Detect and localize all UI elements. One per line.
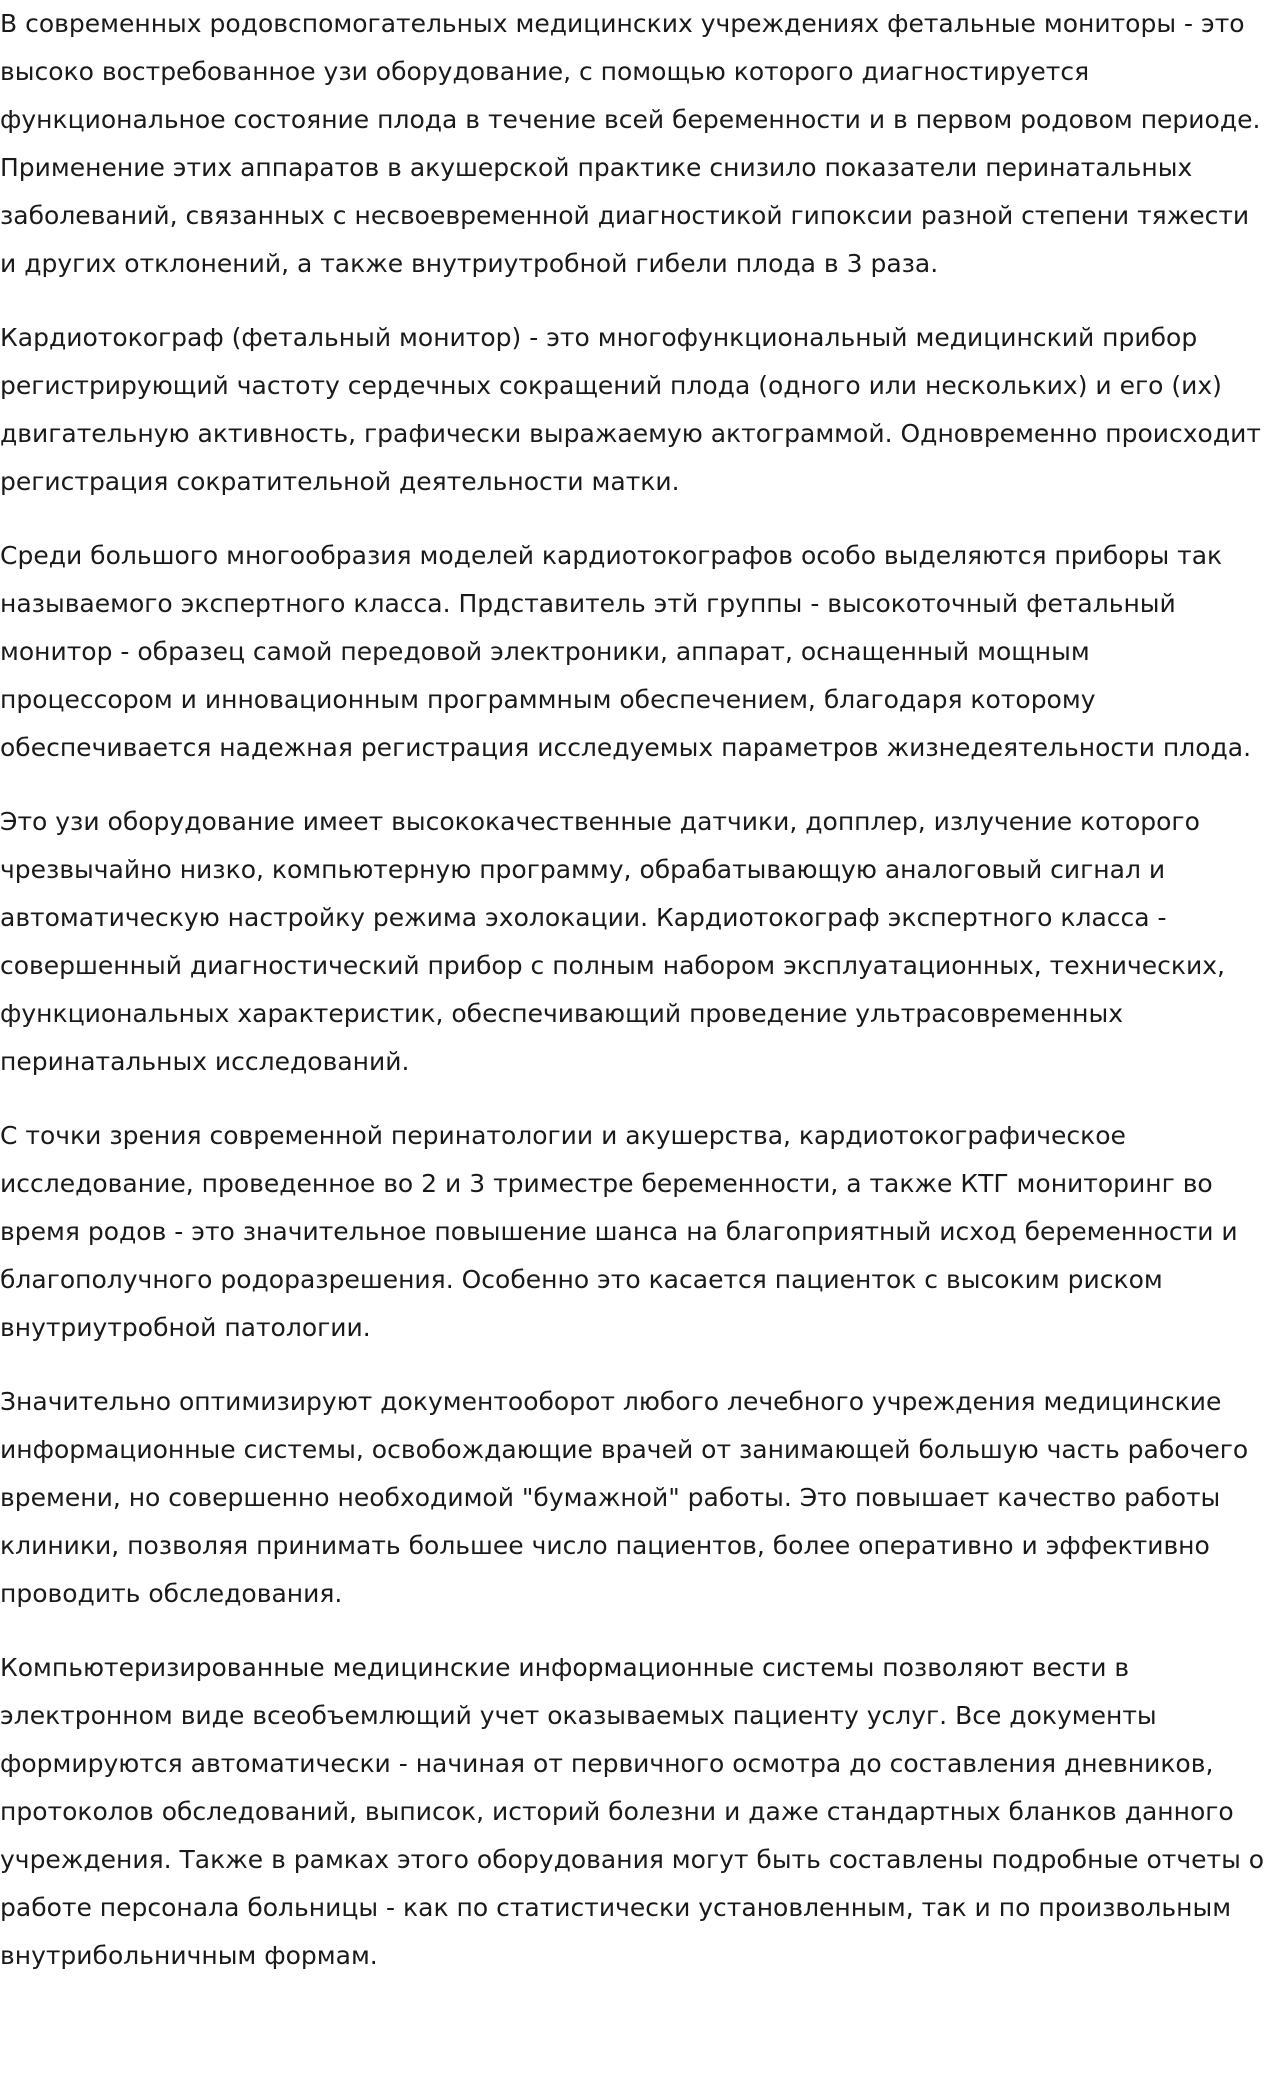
paragraph-fetal-monitors-intro: В современных родовспомогательных медицинских учреждениях фетальные мониторы - это высоко востребованное узи оборудование, с помощью которого диагностируется функциональное состояние плода в течение всей беременности и в первом родовом периоде. Применение этих аппаратов в акушерской практике снизило показатели перинатальных заболеваний, связанных с несвоевременной диагностикой гипоксии разной степени тяжести и других отклонений, а также внутриутробной гибели плода в 3 раза. — [0, 9, 1261, 278]
paragraph-cardiotocograph-definition: Кардиотокограф (фетальный монитор) - это многофункциональный медицинский прибор регистрирующий частоту сердечных сокращений плода (одного или нескольких) и его (их) двигательную активность, графически выражаемую актограммой. Одновременно происходит регистрация сократительной деятельности матки. — [0, 323, 1261, 496]
paragraph-information-systems: Значительно оптимизируют документооборот любого лечебного учреждения медицинские информационные системы, освобождающие врачей от занимающей большую часть рабочего времени, но совершенно необходимой "бумажной" работы. Это повышает качество работы клиники, позволяя принимать большее число пациентов, более оперативно и эффективно проводить обследования. — [0, 1387, 1249, 1608]
paragraph-equipment-features: Это узи оборудование имеет высококачественные датчики, допплер, излучение которого чрезвычайно низко, компьютерную программу, обрабатывающую аналоговый сигнал и автоматическую настройку режима эхолокации. Кардиотокограф экспертного класса - совершенный диагностический прибор с полным набором эксплуатационных, технических, функциональных характеристик, обеспечивающий проведение ультрасовременных перинатальных исследований. — [0, 807, 1225, 1076]
paragraph-computerized-systems: Компьютеризированные медицинские информационные системы позволяют вести в электронном виде всеобъемлющий учет оказываемых пациенту услуг. Все документы формируются автоматически - начиная от первичного осмотра до составления дневников, протоколов обследований, выписок, историй болезни и даже стандартных бланков данного учреждения. Также в рамках этого оборудования могут быть составлены подробные отчеты о работе персонала больницы - как по статистически установленным, так и по произвольным внутрибольничным формам. — [0, 1653, 1265, 1970]
paragraph-expert-class: Среди большого многообразия моделей кардиотокографов особо выделяются приборы так называемого экспертного класса. Прдставитель этй группы - высокоточный фетальный монитор - образец самой передовой электроники, аппарат, оснащенный мощным процессором и инновационным программным обеспечением, благодаря которому обеспечивается надежная регистрация исследуемых параметров жизнедеятельности плода. — [0, 541, 1252, 762]
paragraph-perinatology: С точки зрения современной перинатологии и акушерства, кардиотокографическое исследование, проведенное во 2 и 3 триместре беременности, а также КТГ мониторинг во время родов - это значительное повышение шанса на благоприятный исход беременности и благополучного родоразрешения. Особенно это касается пациенток с высоким риском внутриутробной патологии. — [0, 1121, 1238, 1342]
